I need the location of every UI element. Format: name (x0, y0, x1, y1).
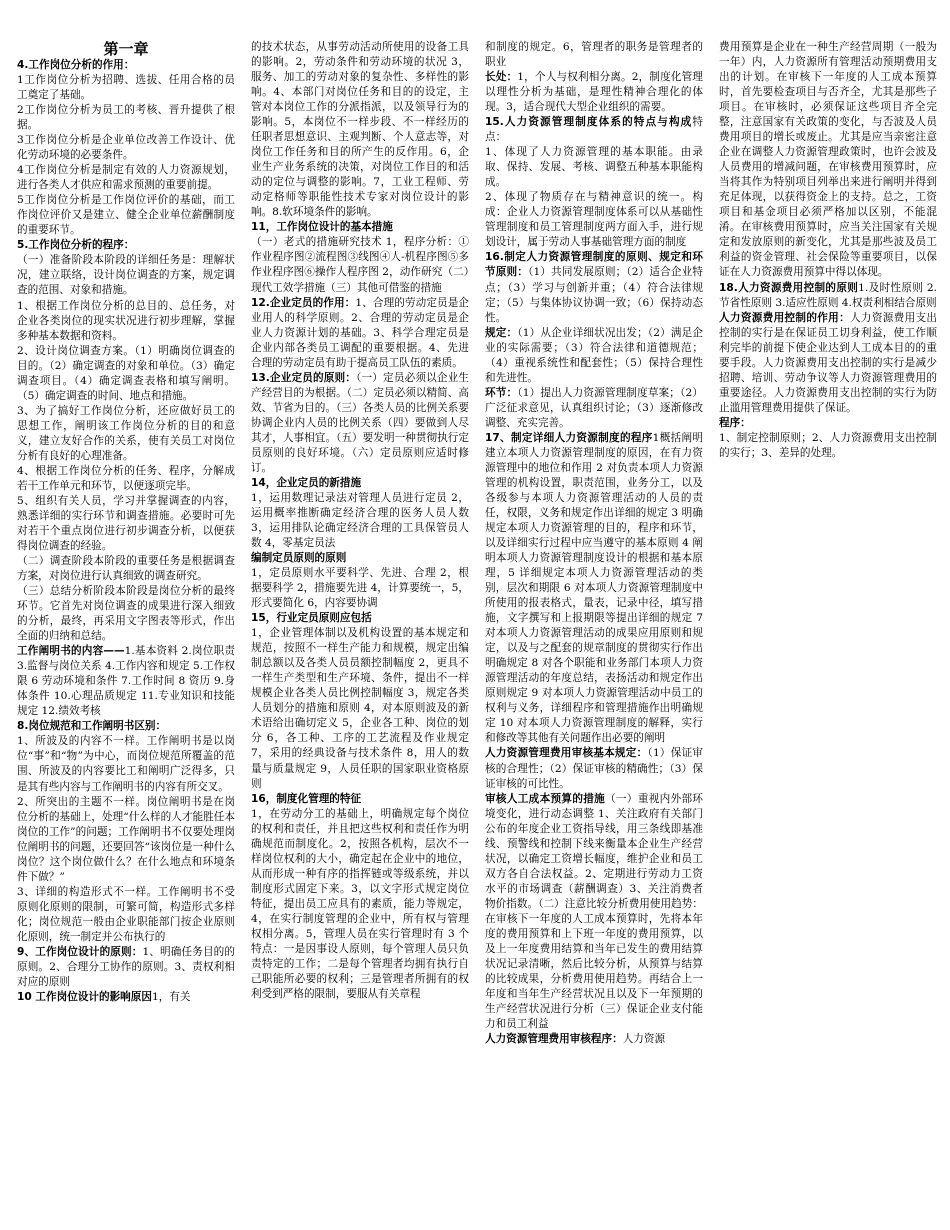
paragraph (17, 404, 235, 464)
paragraph (485, 190, 703, 250)
section-heading: 11，工作岗位设计的基本措施 (251, 221, 393, 234)
paragraph (17, 103, 235, 133)
column-2 (251, 40, 469, 1002)
paragraph-text: 2、体现了物质存在与精神意识的统一。构成：企业人力资源管理制度体系可以从基础性管理制度和员工管理制度两方面入手，进行规划设计，属于劳动人事基础管理方面的制度 (485, 191, 703, 249)
paragraph (485, 746, 703, 791)
section-heading: 16，制度化管理的特征 (251, 792, 362, 805)
paragraph-text: 1，在劳动分工的基础上，明确规定每个岗位的权利和责任，并且把这些权利和责任作为明确规范而制度化。2，按照各机构，层次不一样岗位权利的大小，确定起在企业中的地位，从而形成一种有序的指挥链或等级系统，并以制度形式固定下来。3，以文字形式规定岗位特征，提出员工应具有的素质，能力等规定，4，在实行制度管理的企业中，所有权与管理权相分离。5，管理人员在实行管理时有 3 个特点：一是因事设人原则，每个管理人员只负责特定的工作；二是每个管理者均拥有执行自己职能所必要的权利；三是管理者所拥有的权利受到严格的限制，要服从有关章程 (251, 807, 469, 1000)
paragraph (17, 253, 235, 298)
paragraph-text: 1、根据工作岗位分析的总目的、总任务，对企业各类岗位的现实状况进行初步理解，掌握多种基本数据和资料。 (17, 299, 235, 342)
paragraph (17, 344, 235, 404)
column-1 (17, 40, 235, 1005)
paragraph-text: 1，定员原则水平要科学、先进、合理 2，根据要科学 2，措施要先进 4，计算要统一，5，形式要简化 6，内容要协调 (251, 567, 469, 610)
section-heading: 17、制定详细人力资源制度的程序 (485, 431, 653, 444)
paragraph-text: 1，个人与权利相分离。2，制度化管理以理性分析为基础，是理性精神合理化的体现。3，适合现代大型企业组织的需要。 (485, 71, 704, 114)
paragraph-text: 2工作岗位分析为员工的考核、晋升提供了根据。 (17, 104, 235, 132)
paragraph (17, 554, 235, 584)
paragraph (719, 40, 937, 281)
paragraph-text: 1，运用数理记录法对管理人员进行定员 2，运用概率推断确定经济合理的医务人员人数 3，运用排队论确定经济合理的工具保管员人数 4，零基定员法 (251, 491, 469, 550)
section-heading: 人力资源管理费用审核程序： (485, 1033, 623, 1046)
paragraph-text: 特点： (485, 116, 703, 144)
paragraph-text: （二）调查阶段本阶段的重要任务是根据调查方案，对岗位进行认真细致的调查研究。 (17, 555, 235, 583)
paragraph-text: 3、为了搞好工作岗位分析，还应做好员工的思想工作，阐明该工作岗位分析的目的和意义，建立友好合作的关系，使有关员工对岗位分析有良好的心理准备。 (17, 404, 235, 462)
paragraph-text: （1）共同发展原则；（2）适合企业特点；（3）学习与创新并重；（4）符合法律规定；（5）与集体协议协调一致；（6）保持动态性。 (485, 266, 703, 324)
paragraph (251, 626, 469, 791)
column-3 (485, 40, 703, 1047)
paragraph-text: 4、根据工作岗位分析的任务、程序，分解成若干工作单元和环节，以便逐项完毕。 (17, 464, 235, 492)
paragraph (485, 115, 703, 145)
paragraph-text: （一）老式的措施研究技术 1，程序分析：①作业程序图②流程图③线图④人-机程序图⑤多作业程序图⑥操作人程序图 2，动作研究（二）现代工效学措施（三）其他可借鉴的措施 (251, 236, 469, 294)
section-heading: 程序： (719, 416, 751, 429)
section-heading: 18.人力资源费用控制的原则 (719, 281, 859, 294)
paragraph-text: 1概括阐明建立本项人力资源管理制度的原因，在有力资源管理中的地位和作用 2 对负责本项人力资源管理的机构设置，职责范围，业务分工，以及各级参与本项人力资源管理活动的人员的责任，权限，义务和规定作出详细的规定 3 明确规定本项人力资源管理的目的，程序和环节，以及详细实行过程中应当遵守的基本原则 4 阐明本项人力资源管理制度设计的根据和基本原理，5 详细规定本项人力资源管理活动的类别，层次和期限 6 对本项人力资源管理制度中所使用的报表格式，量表，记录中径，填写措施，文字撰写和上报期限等提出详细的规定 7 对本项人力资源管理活动的成果应用原则和规定，以及与之配套的规章制度的贯彻实行作出明确规定 8 对各个职能和业务部门本项人力资源管理活动的年度总结，表扬活动和规定作出 原则规定 9 对本项人力资源管理活动中员工的权利与义务，详细程序和管理措施作出明确规定 10 对本项人力资源管理制度的解释，实行和修改等其他有关问题作出必要的阐明 (485, 431, 703, 745)
paragraph (485, 386, 703, 431)
paragraph (719, 311, 937, 416)
paragraph (719, 281, 937, 311)
paragraph (251, 491, 469, 551)
paragraph-text: 4工作岗位分析是制定有效的人力资源规划，进行各类人才供应和需求预测的重要前提。 (17, 164, 235, 192)
paragraph (251, 235, 469, 295)
section-heading: 14，企业定员的新措施 (251, 476, 362, 489)
paragraph-text: （一）重视内外部环境变化，进行动态调整 1、关注政府有关部门公布的年度企业工资指导线，用三条线即基准线、预警线和控制下线来衡量本企业生产经营状况，以确定工资增长幅度，维护企业和员工双方各自合法权益。2、定期进行劳动力工资水平的市场调查（薪酬调查）3、关注消费者物价指数。（二）注意比较分析费用使用趋势：在审核下一年度的人工成本预算时，先将本年度的费用预算和上下班一年度的费用预算，以及上一年度费用结算和当年已发生的费用结算状况记录清晰，然后比较分析，从预算与结算的比较成果，分析费用使用趋势。再结合上一年度和当年生产经营状况且以及下一年预期的生产经营状况进行分析（三）保证企业支付能力和员工利益 (485, 792, 704, 1031)
paragraph (251, 476, 469, 491)
paragraph-text: 5、组织有关人员，学习并掌握调查的内容，熟悉详细的实行环节和调查措施。必要时可先对若干个重点岗位进行初步调查分析，以便获得岗位调查的经验。 (17, 494, 235, 552)
chapter-title: 第一章 (103, 40, 149, 58)
paragraph (17, 945, 235, 990)
section-heading: 16.制定人力资源管理制度的原则、规定和环节原则： (485, 251, 703, 279)
paragraph-text: （1）从企业详细状况出发；（2）满足企业的实际需要；（3）符合法律和道德规范；（4）重视系统性和配套性；（5）保持合理性和先进性。 (485, 326, 703, 384)
paragraph (719, 431, 937, 461)
paragraph-text: 3工作岗位分析是企业单位改善工作设计、优化劳动环境的必要条件。 (17, 134, 235, 162)
paragraph (17, 795, 235, 885)
paragraph (17, 644, 235, 719)
section-heading: 长处： (485, 71, 518, 84)
paragraph-text: 1工作岗位分析为招聘、选拔、任用合格的员工奠定了基础。 (17, 74, 235, 102)
paragraph-text: （1）提出人力资源管理制度草案；（2）广泛征求意见，认真组织讨论；（3）逐渐修改调整、充实完善。 (485, 386, 703, 429)
section-heading: 人力资源费用控制的作用： (719, 311, 850, 324)
paragraph (251, 566, 469, 611)
paragraph (17, 163, 235, 193)
paragraph (485, 40, 703, 70)
paragraph-text: （一）定员必须以企业生产经营目的为根据。（二）定员必须以精简、高效、节省为目的。（三）各类人员的比例关系要协调企业内人员的比例关系（四）要做到人尽其才，人事相宜。（五）要发明一种贯彻执行定员原则的良好环境。（六）定员原则应适时修订。 (251, 371, 469, 474)
paragraph (251, 792, 469, 807)
paragraph-text: 1，有关 (151, 990, 191, 1003)
paragraph-text: 5工作岗位分析是工作岗位评价的基础，而工作岗位评价又是建立、健全企业单位薪酬制度的重要环节。 (17, 194, 235, 237)
section-heading: 9、工作岗位设计的原则： (17, 945, 143, 958)
paragraph (251, 220, 469, 235)
paragraph-text: 1、体现了人力资源管理的基本职能。由录取、保持、发展、考核、调整五种基本职能构成。 (485, 146, 703, 189)
paragraph (17, 494, 235, 554)
paragraph (17, 193, 235, 238)
paragraph (485, 326, 703, 386)
section-heading: 4.工作岗位分析的作用： (17, 59, 135, 71)
paragraph (17, 734, 235, 794)
paragraph-text: 2、设计岗位调查方案。（1）明确岗位调查的目的。（2）确定调查的对象和单位。（3）确定调查项目。（4）确定调查表格和填写阐明。（5）确定调查的时间、地点和措施。 (17, 344, 235, 402)
paragraph (485, 431, 703, 747)
paragraph-text: 2、所突出的主题不一样。岗位阐明书是在岗位分析的基础上，处理“什么样的人才能胜任本岗位的工作”的问题；工作阐明书不仅要处理岗位阐明书的问题，还要回答“该岗位是一种什么岗位？这个岗位做什么？在什么地点和环境条件下做？” (17, 795, 235, 883)
paragraph (485, 1032, 703, 1047)
paragraph-text: 1、明确任务目的的原则。2、合理分工协作的原则。3、责权利相对应的原则 (17, 945, 235, 988)
paragraph (251, 296, 469, 371)
paragraph-text: （1）保证审核的合理性；（2）保证审核的精确性；（3）保证审核的可比性。 (485, 747, 703, 790)
section-heading: 审核人工成本预算的措施 (485, 792, 606, 805)
paragraph (485, 145, 703, 190)
paragraph-text: 费用预算是企业在一种生产经营周期（一般为一年）内，人力资源所有管理活动预期费用支出的计划。在审核下一年度的人工成本预算时，首先要检查项目与否齐全，尤其是那些子项目。在审核时，必须保证这些项目齐全完整，注意国家有关政策的变化，与否波及人员费用项目的增长或废止。尤其是应当亲密注意企业在调整人力资源管理政策时，也许会波及人员费用的增减问题，在审核费用预算时，应当将其作为特别项目列举出来进行阐明并得到充足体现，以获得资金上的支持。总之，工资项目和基金项目必须严格加以区别，不能混淆。在审核费用预算时，应当关注国家有关规定和发放原则的新变化，尤其是那些波及员工利益的资金管理、社会保险等重要项目，以保证在人力资源费用预算中得以体现。 (719, 41, 937, 279)
paragraph-text: 3、详细的构造形式不一样。工作阐明书不受原则化原则的限制，可繁可简，构造形式多样化；岗位规范一般由企业职能部门按企业原则化原则，统一制定并公布执行的 (17, 885, 235, 943)
text-columns (17, 40, 938, 1047)
paragraph (17, 584, 235, 644)
paragraph-text: 人力资源费用支出控制的实行是在保证员工切身利益，使工作顺利完毕的前提下使企业达到人工成本目的的重要手段。人力资源费用支出控制的实行是减少招聘、培训、劳动争议等人力资源管理费用的重要途径。人力资源费用支出控制的实行为防止滥用管理费用提供了保证。 (719, 311, 938, 414)
section-heading: 环节： (485, 386, 518, 399)
paragraph-text: 1.及时性原则 2.节省性原则 3.适应性原则 4.权责利相结合原则 (719, 281, 937, 309)
paragraph (251, 551, 469, 566)
paragraph (17, 464, 235, 494)
paragraph (17, 885, 235, 945)
paragraph-text: （三）总结分析阶段本阶段是岗位分析的最终环节。它首先对岗位调查的成果进行深入细致的分析，最终，再采用文字图表等形式，作出全面的归纳和总结。 (17, 585, 235, 643)
section-heading: 编制定员原则的原则 (251, 552, 347, 565)
paragraph (485, 70, 703, 115)
paragraph-text: 1.基本资料 2.岗位职责 3.监督与岗位关系 4.工作内容和规定 5.工作权限 6 劳动环境和条件 7.工作时间 8 资历 9.身体条件 10.心理品质规定 11.专业知识和技能规定 12.绩效考核 (17, 645, 235, 718)
paragraph (17, 133, 235, 163)
paragraph (17, 990, 235, 1005)
paragraph (17, 719, 235, 734)
paragraph (251, 807, 469, 1002)
paragraph (719, 416, 937, 431)
paragraph (17, 299, 235, 344)
paragraph (17, 58, 235, 73)
section-heading: 13.企业定员的原则： (251, 371, 357, 384)
section-heading: 15，行业定员原则应包括 (251, 612, 372, 625)
paragraph-text: 1，企业管理体制以及机构设置的基本规定和规范，按照不一样生产能力和规模，规定出编制总额以及各类人员员额控制幅度 2，更具不一样生产类型和生产环境、条件，提出不一样规模企业各类人员比例控制幅度 3，规定各类人员划分的措施和原则 4，对本原则波及的新术语给出确切定义 5，企业各工种、岗位的划分 6，各工种、工序的工艺流程及作业规定 7，采用的经典设备与技术条件 8，用人的数量与质量规定 9，人员任职的国家职业资格原则 (251, 627, 469, 790)
section-heading: 人力资源管理费用审核基本规定： (485, 747, 648, 760)
paragraph-text: 人力资源 (622, 1033, 666, 1046)
paragraph (251, 40, 469, 220)
section-heading: 8.岗位规范和工作阐明书区别： (17, 720, 167, 733)
paragraph-text: （一）准备阶段本阶段的详细任务是：理解状况，建立联络，设计岗位调查的方案，规定调查的范围、对象和措施。 (17, 254, 235, 297)
paragraph (251, 371, 469, 476)
section-heading: 10 工作岗位设计的影响原因 (17, 990, 152, 1003)
paragraph-text: 和制度的规定。6，管理者的职务是管理者的职业 (485, 41, 703, 69)
column-4 (719, 40, 937, 461)
section-heading: 15.人力资源管理制度体系的特点与构成 (485, 116, 693, 129)
paragraph (251, 611, 469, 626)
section-heading: 规定： (485, 326, 518, 339)
paragraph-text: 1、所波及的内容不一样。工作阐明书是以岗位“事”和“物”为中心，而岗位规范所覆盖的范围、所波及的内容要比工和阐明广泛得多，只是其有些内容与工作阐明书的内容有所交叉。 (17, 735, 235, 793)
paragraph (485, 250, 703, 325)
section-heading: 5.工作岗位分析的程序： (17, 239, 135, 252)
section-heading: 工作阐明书的内容—— (17, 645, 125, 658)
paragraph-text: 的技术状态，从事劳动活动所使用的设备工具的影响。2，劳动条件和劳动环境的状况 3，服务、加工的劳动对象的复杂性、多样性的影响。4、本部门对岗位任务和目的的设定，主管对本岗位工作的分派指派，以及领导行为的影响。5，本岗位不一样步段、不一样经历的任职者思想意识、主观判断、个人意志等，对岗位工作任务和目的所产生的反作用。6，企业生产业务系统的决策，对岗位工作目的和活动的定位与调整的影响。7，工业工程师、劳动定格师等职能性技术专家对岗位设计的影响。8.软环境条件的影响。 (251, 41, 469, 219)
paragraph (485, 792, 703, 1033)
paragraph (17, 73, 235, 103)
section-heading: 12.企业定员的作用： (251, 296, 356, 309)
paragraph-text: 1、制定控制原则；2、人力资源费用支出控制的实行；3、差异的处理。 (719, 431, 937, 459)
paragraph-text: 1、合理的劳动定员是企业用人的科学原则。2、合理的劳动定员是企业人力资源计划的基础。3、科学合理定员是企业内部各类员工调配的重要根据。4、先进合理的劳动定员有助于提高员工队伍的素质。 (251, 296, 469, 369)
paragraph (17, 238, 235, 253)
